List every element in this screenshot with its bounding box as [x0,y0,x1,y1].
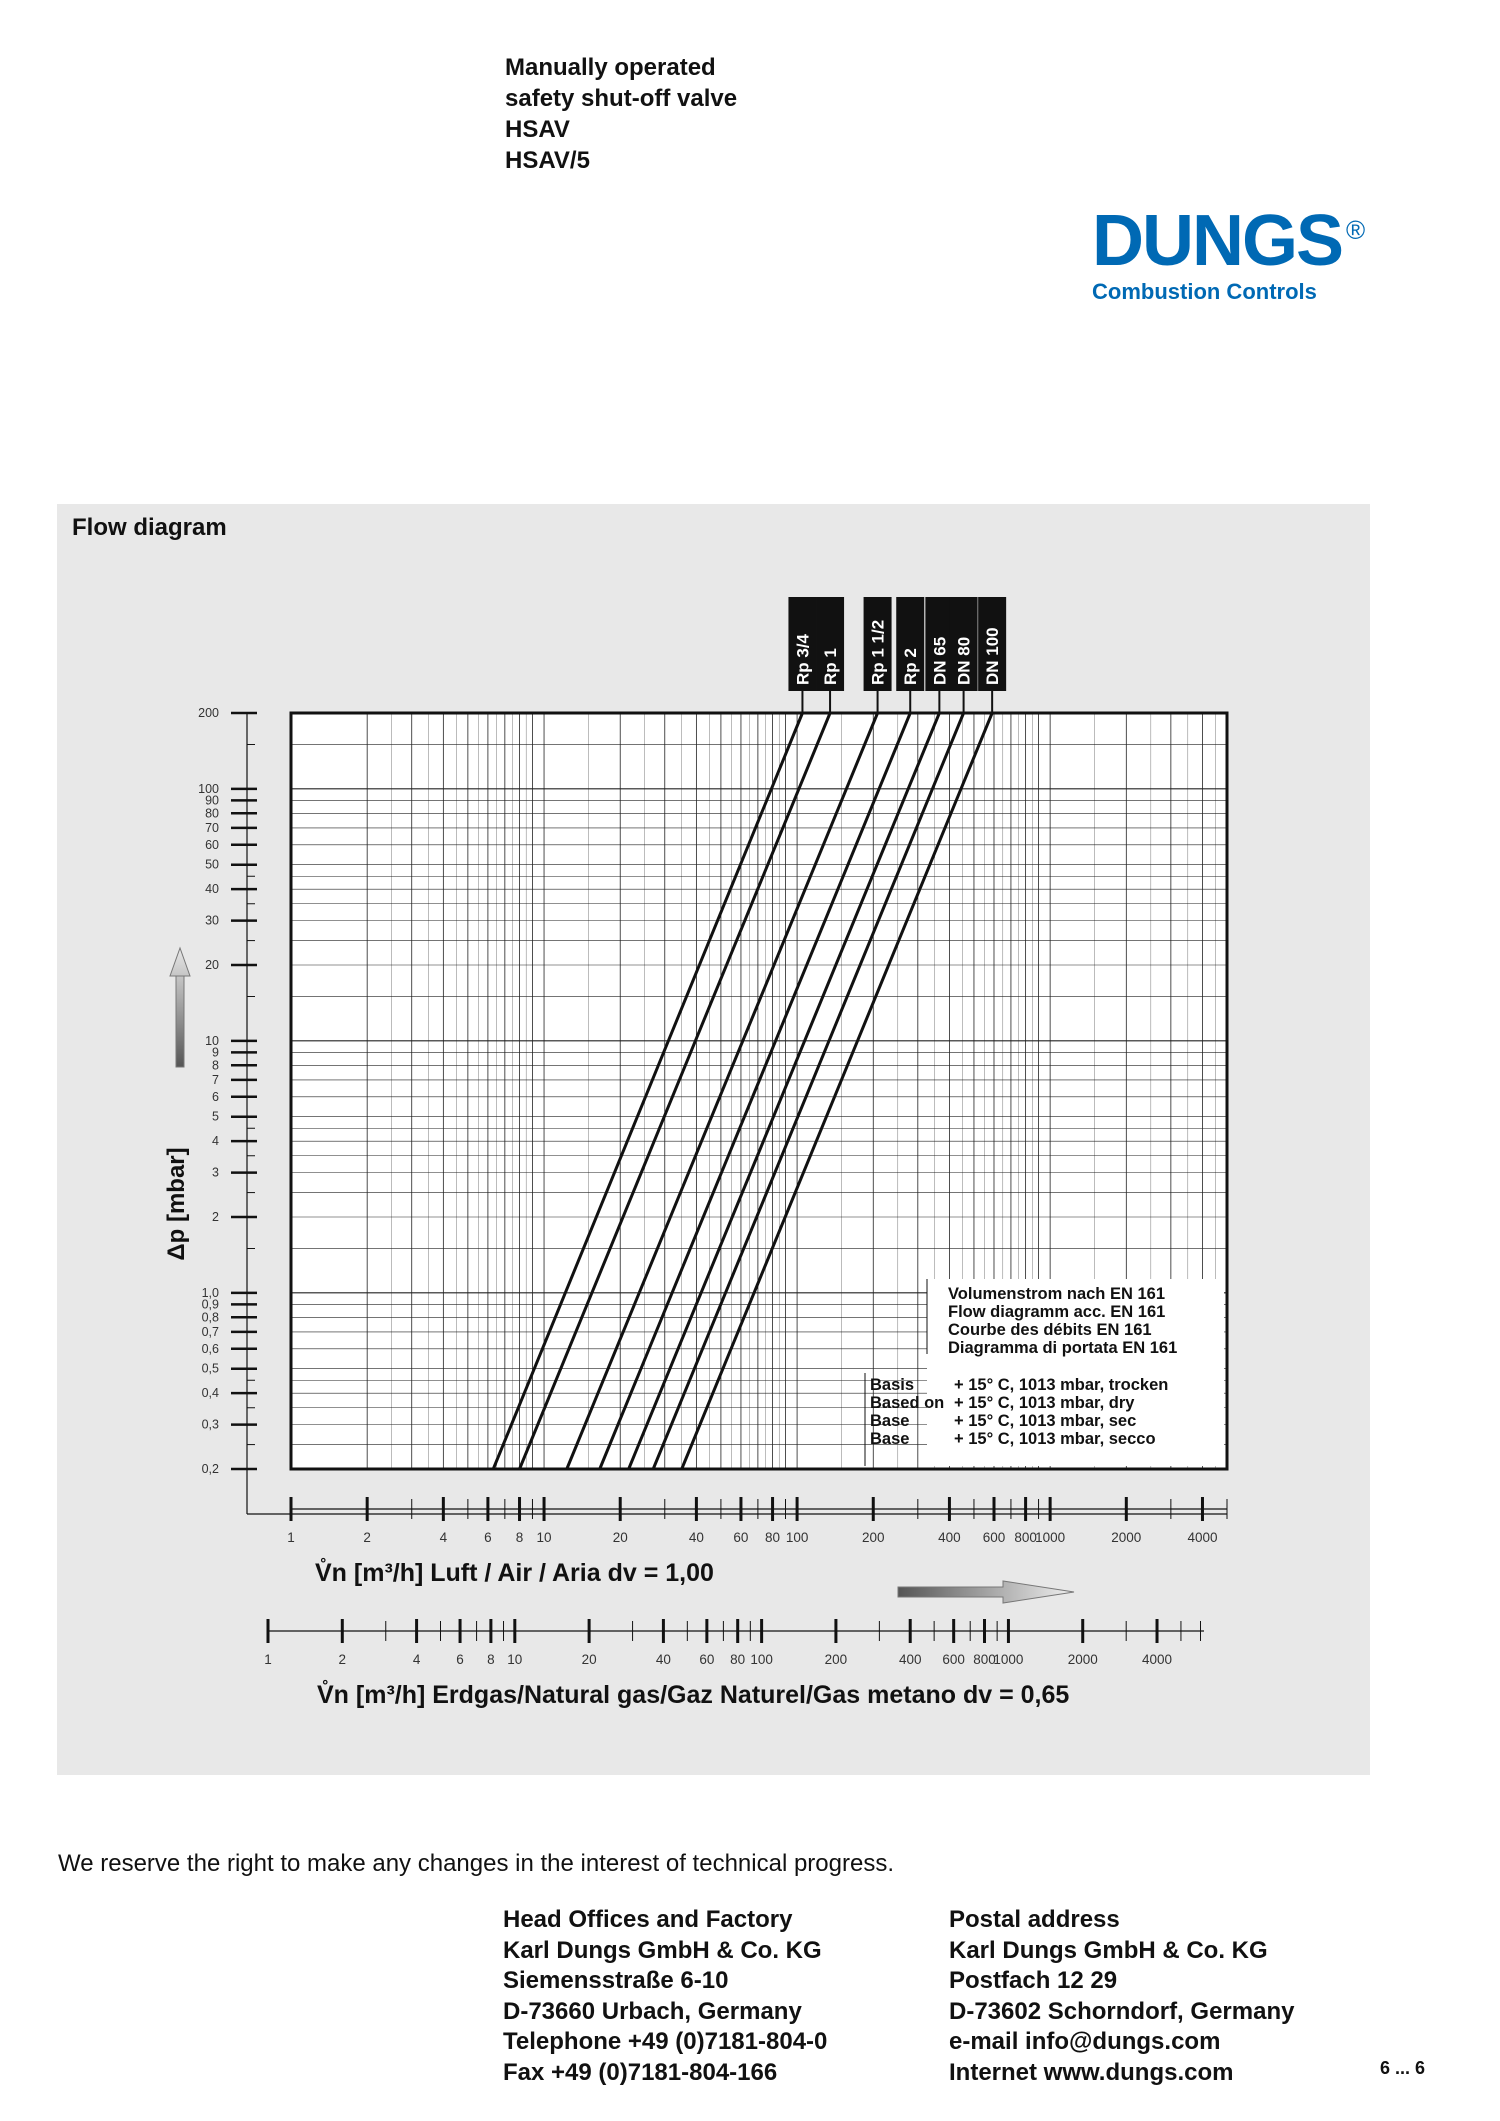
head-office-line-3: Siemensstraße 6-10 [503,1967,729,1994]
gas-tick-label: 6 [456,1652,464,1667]
series-label: Rp 3/4 [793,633,813,685]
head-office-address [503,1905,827,2088]
y-tick-label: 3 [212,1165,219,1180]
y-tick-label: 2 [212,1210,219,1224]
flow-diagram-chart [57,504,1370,1775]
y-axis-title: Δp [mbar] [163,1147,190,1261]
gas-tick-label: 600 [942,1652,965,1667]
postal-line-5: e-mail info@dungs.com [949,2028,1221,2055]
basis-text: + 15° C, 1013 mbar, sec [954,1412,1137,1430]
air-tick-label: 1000 [1035,1530,1066,1545]
gas-tick-label: 1000 [993,1652,1024,1667]
gas-axis-title: V̊n [m³/h] Erdgas/Natural gas/Gaz Naturel/Gas metano dv = 0,65 [317,1681,1070,1709]
flow-diagram-panel [57,504,1370,1775]
gas-tick-label: 2 [338,1652,347,1667]
y-tick-label: 1,0 [201,1285,219,1300]
postal-line-2: Karl Dungs GmbH & Co. KG [949,1936,1268,1964]
gas-tick-label: 400 [898,1652,922,1667]
head-office-line-1: Head Offices and Factory [503,1906,793,1933]
postal-line-1: Postal address [949,1906,1120,1933]
y-tick-label: 60 [205,837,219,852]
gas-tick-label: 80 [730,1652,746,1667]
air-tick-label: 10 [536,1530,552,1545]
series-label: Rp 2 [901,648,921,685]
air-tick-label: 400 [938,1530,961,1545]
gas-tick-label: 2000 [1067,1652,1098,1667]
air-tick-label: 4000 [1187,1530,1218,1545]
basis-label: Base [870,1430,910,1448]
y-tick-label: 0,8 [201,1310,219,1325]
y-tick-label: 90 [205,793,219,808]
y-tick-label: 200 [198,706,219,720]
flow-diagram-title: Flow diagram [72,514,227,541]
gas-tick-label: 40 [655,1652,671,1667]
gas-tick-label: 60 [699,1652,715,1667]
gas-tick-label: 8 [487,1652,495,1667]
gas-tick-label: 200 [824,1652,848,1667]
note-line: Volumenstrom nach EN 161 [948,1285,1166,1303]
postal-line-6: Internet www.dungs.com [949,2058,1234,2086]
logo-tagline: Combustion Controls [1092,279,1317,304]
air-tick-label: 4 [439,1530,448,1545]
air-tick-label: 2 [363,1530,371,1545]
title-line-3: HSAV [505,116,570,143]
air-axis-title: V̊n [m³/h] Luft / Air / Aria dv = 1,00 [315,1559,714,1587]
y-tick-label: 0,9 [201,1297,219,1312]
air-tick-label: 2000 [1111,1530,1142,1545]
air-tick-label: 80 [765,1530,781,1545]
air-tick-label: 20 [612,1530,628,1545]
head-office-line-6: Fax +49 (0)7181-804-166 [503,2058,778,2086]
dungs-logo [1092,201,1372,315]
y-tick-label: 4 [212,1134,219,1149]
air-tick-label: 100 [785,1530,809,1545]
series-label: Rp 1 1/2 [868,619,888,685]
logo-wordmark: DUNGS [1092,201,1343,281]
y-tick-label: 0,4 [201,1386,219,1401]
series-label: DN 80 [954,636,974,685]
y-tick-label: 30 [205,913,219,928]
y-tick-label: 80 [205,806,219,821]
basis-label: Based on [870,1394,945,1412]
series-label: DN 65 [930,636,950,685]
gas-tick-label: 1 [264,1652,272,1667]
series-label: DN 100 [983,627,1003,685]
y-tick-label: 0,6 [201,1341,219,1356]
head-office-line-4: D-73660 Urbach, Germany [503,1997,802,2025]
y-tick-label: 9 [212,1045,219,1060]
basis-text: + 15° C, 1013 mbar, trocken [954,1376,1169,1394]
y-tick-label: 0,7 [201,1324,219,1339]
gas-tick-label: 4 [412,1652,421,1667]
y-tick-label: 0,5 [201,1361,219,1376]
reserve-notice: We reserve the right to make any changes in the interest of technical progress. [58,1850,894,1877]
y-tick-label: 10 [205,1033,219,1048]
note-line: Diagramma di portata EN 161 [948,1339,1178,1357]
series-label: Rp 1 [821,648,841,685]
gas-tick-label: 800 [973,1652,996,1667]
y-tick-label: 7 [212,1072,219,1087]
gas-tick-label: 20 [581,1652,597,1667]
air-tick-label: 8 [515,1530,524,1545]
air-tick-label: 800 [1014,1530,1037,1545]
y-tick-label: 50 [205,857,219,872]
note-line: Courbe des débits EN 161 [948,1321,1152,1339]
basis-text: + 15° C, 1013 mbar, secco [954,1430,1156,1448]
y-tick-label: 100 [198,781,219,796]
gas-tick-label: 4000 [1142,1652,1173,1667]
postal-line-4: D-73602 Schorndorf, Germany [949,1997,1295,2025]
air-tick-label: 600 [982,1530,1006,1545]
basis-text: + 15° C, 1013 mbar, dry [954,1394,1135,1412]
page-number: 6 ... 6 [1380,2058,1426,2078]
right-arrow-icon [898,1581,1074,1603]
basis-label: Base [870,1412,910,1430]
postal-address [949,1905,1294,2088]
up-arrow-icon [170,948,190,1067]
gas-tick-label: 100 [750,1652,773,1667]
air-tick-label: 40 [688,1530,704,1545]
head-office-line-2: Karl Dungs GmbH & Co. KG [503,1936,822,1964]
title-line-1: Manually operated [505,54,716,81]
y-tick-label: 6 [212,1089,219,1104]
head-office-line-5: Telephone +49 (0)7181-804-0 [503,2028,828,2055]
registered-mark: ® [1346,215,1366,245]
document-title [505,52,737,176]
y-tick-label: 40 [205,882,219,897]
y-tick-label: 8 [212,1058,219,1073]
y-tick-label: 5 [212,1109,219,1124]
basis-label: Basis [870,1376,915,1394]
note-line: Flow diagramm acc. EN 161 [948,1303,1166,1321]
y-tick-label: 0,2 [201,1462,219,1476]
air-tick-label: 60 [733,1530,749,1545]
air-tick-label: 200 [861,1530,885,1545]
postal-line-3: Postfach 12 29 [949,1967,1118,1994]
title-line-4: HSAV/5 [505,147,590,174]
gas-tick-label: 10 [507,1652,523,1667]
y-tick-label: 70 [205,820,219,835]
air-tick-label: 1 [287,1530,295,1545]
y-tick-label: 20 [205,958,219,972]
y-tick-label: 0,3 [201,1417,219,1432]
title-line-2: safety shut-off valve [505,85,738,112]
air-tick-label: 6 [484,1530,492,1545]
